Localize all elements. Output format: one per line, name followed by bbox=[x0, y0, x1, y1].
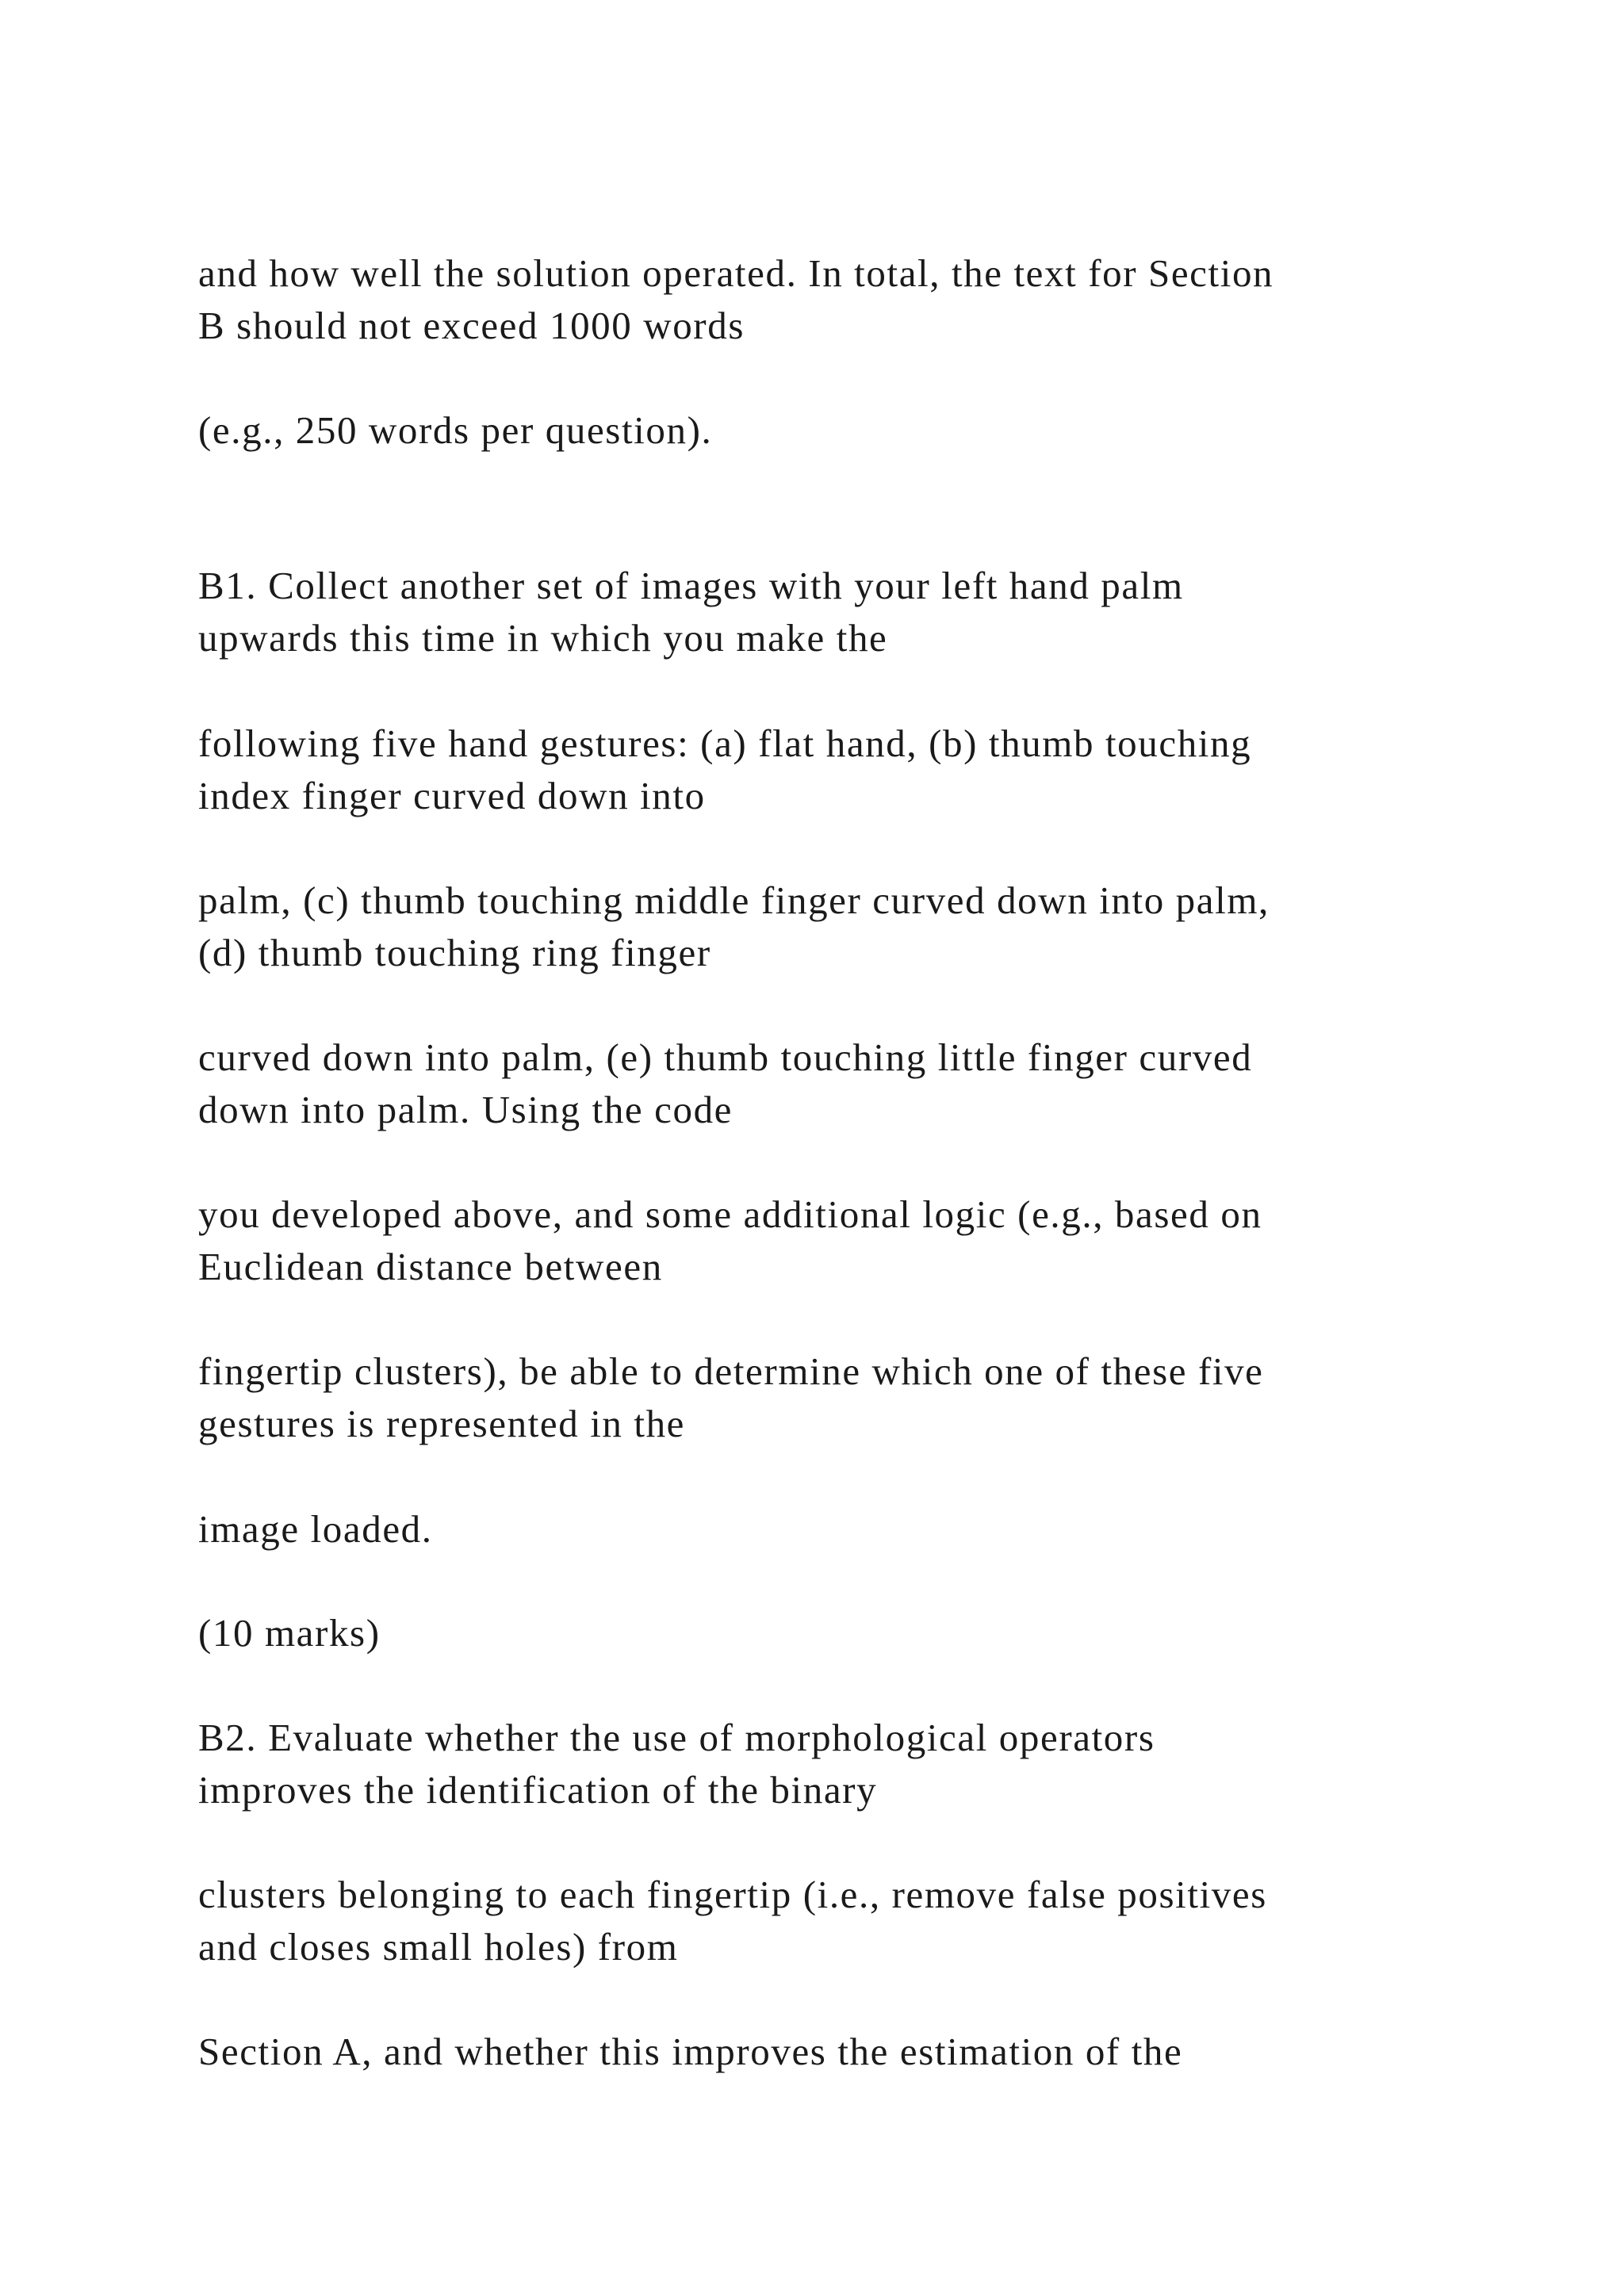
text-line: and closes small holes) from bbox=[198, 1925, 679, 1969]
paragraph-b1-question bbox=[198, 560, 1546, 664]
text-line: fingertip clusters), be able to determine which one of these five bbox=[198, 1349, 1264, 1393]
text-line: (e.g., 250 words per question). bbox=[198, 408, 713, 452]
paragraph-b2-clusters bbox=[198, 1869, 1546, 1973]
paragraph-b1-marks bbox=[198, 1607, 1546, 1659]
paragraph-b2-section-a bbox=[198, 2026, 1546, 2078]
text-line: following five hand gestures: (a) flat hand, (b) thumb touching bbox=[198, 721, 1252, 765]
text-line: upwards this time in which you make the bbox=[198, 616, 888, 660]
text-line: (d) thumb touching ring finger bbox=[198, 931, 711, 974]
text-line: B1. Collect another set of images with your left hand palm bbox=[198, 564, 1184, 607]
marks-label: (10 marks) bbox=[198, 1611, 381, 1655]
text-line: and how well the solution operated. In total, the text for Section bbox=[198, 251, 1274, 295]
paragraph-b2-question bbox=[198, 1712, 1546, 1816]
text-line: index finger curved down into bbox=[198, 774, 706, 817]
text-line: you developed above, and some additional logic (e.g., based on bbox=[198, 1192, 1262, 1236]
paragraph-b1-gestures-cont bbox=[198, 874, 1546, 979]
paragraph-b1-gestures bbox=[198, 718, 1546, 822]
text-line: B2. Evaluate whether the use of morphological operators bbox=[198, 1716, 1155, 1759]
text-line: Section A, and whether this improves the estimation of the bbox=[198, 2030, 1183, 2073]
text-line: Euclidean distance between bbox=[198, 1245, 663, 1288]
text-line: B should not exceed 1000 words bbox=[198, 304, 745, 347]
paragraph-section-b-intro bbox=[198, 247, 1546, 352]
text-line: clusters belonging to each fingertip (i.e., remove false positives bbox=[198, 1873, 1267, 1916]
text-line: down into palm. Using the code bbox=[198, 1088, 733, 1131]
paragraph-b1-gestures-end bbox=[198, 1031, 1546, 1136]
paragraph-word-limit bbox=[198, 404, 1546, 457]
paragraph-b1-logic bbox=[198, 1188, 1546, 1293]
text-line: gestures is represented in the bbox=[198, 1402, 686, 1445]
text-line: image loaded. bbox=[198, 1507, 433, 1551]
paragraph-b1-determine bbox=[198, 1345, 1546, 1450]
text-line: palm, (c) thumb touching middle finger curved down into palm, bbox=[198, 878, 1270, 922]
paragraph-b1-image-loaded bbox=[198, 1503, 1546, 1556]
text-line: curved down into palm, (e) thumb touching little finger curved bbox=[198, 1035, 1253, 1079]
text-line: improves the identification of the binary bbox=[198, 1768, 878, 1812]
